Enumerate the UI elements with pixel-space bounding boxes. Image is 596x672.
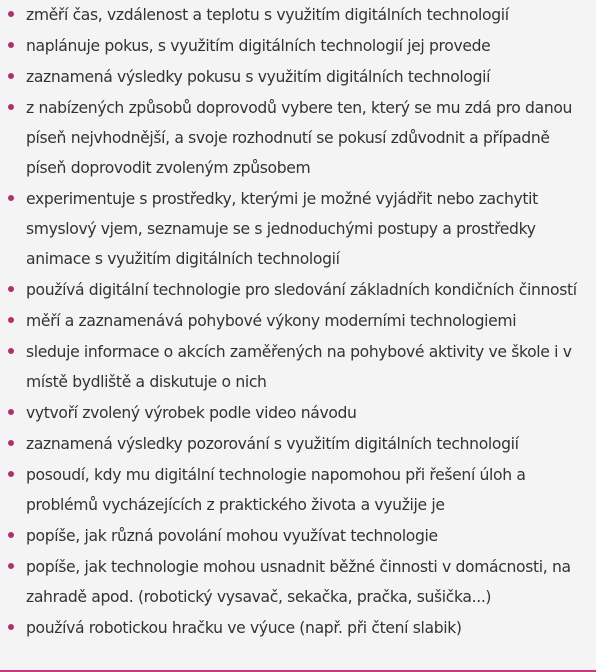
list-item-text: používá digitální technologie pro sledování základních kondičních činností <box>26 281 577 299</box>
list-item <box>0 552 596 612</box>
bullet-icon <box>8 42 14 48</box>
list-item <box>0 31 596 61</box>
list-item-text: měří a zaznamenává pohybové výkony moderními technologiemi <box>26 312 517 330</box>
list-item-text: vytvoří zvolený výrobek podle video návodu <box>26 404 357 422</box>
bullet-icon <box>8 624 14 630</box>
bullet-icon <box>8 73 14 79</box>
list-item-text: zaznamená výsledky pozorování s využitím digitálních technologií <box>26 435 519 453</box>
list-item-text: z nabízených způsobů doprovodů vybere ten, který se mu zdá pro danou píseň nejvhodnější, a svoje rozhodnutí se pokusí zdůvodnit a případně píseň doprovodit zvoleným způsobem <box>26 99 573 177</box>
list-item <box>0 398 596 428</box>
list-item <box>0 184 596 274</box>
bullet-icon <box>8 317 14 323</box>
list-item-text: sleduje informace o akcích zaměřených na pohybové aktivity ve škole i v místě bydliště a diskutuje o nich <box>26 343 572 391</box>
list-item <box>0 306 596 336</box>
list-item <box>0 93 596 183</box>
bullet-icon <box>8 11 14 17</box>
list-item-text: změří čas, vzdálenost a teplotu s využitím digitálních technologií <box>26 6 509 24</box>
list-item <box>0 613 596 643</box>
list-item-text: experimentuje s prostředky, kterými je možné vyjádřit nebo zachytit smyslový vjem, seznamuje se s jednoduchými postupy a prostředky animace s využitím digitálních technologií <box>26 190 538 268</box>
bullet-icon <box>8 532 14 538</box>
list-item-text: popíše, jak různá povolání mohou využívat technologie <box>26 527 438 545</box>
bullet-icon <box>8 286 14 292</box>
list-item <box>0 429 596 459</box>
list-item-text: používá robotickou hračku ve výuce (např. při čtení slabik) <box>26 619 462 637</box>
list-item-text: posoudí, kdy mu digitální technologie napomohou při řešení úloh a problémů vycházejících z praktického života a využije je <box>26 466 526 514</box>
bullet-icon <box>8 471 14 477</box>
list-item <box>0 337 596 397</box>
list-item <box>0 62 596 92</box>
list-item-text: naplánuje pokus, s využitím digitálních technologií jej provede <box>26 37 491 55</box>
bullet-icon <box>8 348 14 354</box>
list-item-text: zaznamená výsledky pokusu s využitím digitálních technologií <box>26 68 491 86</box>
bullet-icon <box>8 409 14 415</box>
list-item <box>0 460 596 520</box>
list-item <box>0 275 596 305</box>
bullet-icon <box>8 440 14 446</box>
bullet-icon <box>8 195 14 201</box>
list-item <box>0 0 596 30</box>
list-item-text: popíše, jak technologie mohou usnadnit běžné činnosti v domácnosti, na zahradě apod. (robotický vysavač, sekačka, pračka, sušička...) <box>26 558 571 606</box>
list-item <box>0 521 596 551</box>
bullet-icon <box>8 563 14 569</box>
bullet-icon <box>8 104 14 110</box>
